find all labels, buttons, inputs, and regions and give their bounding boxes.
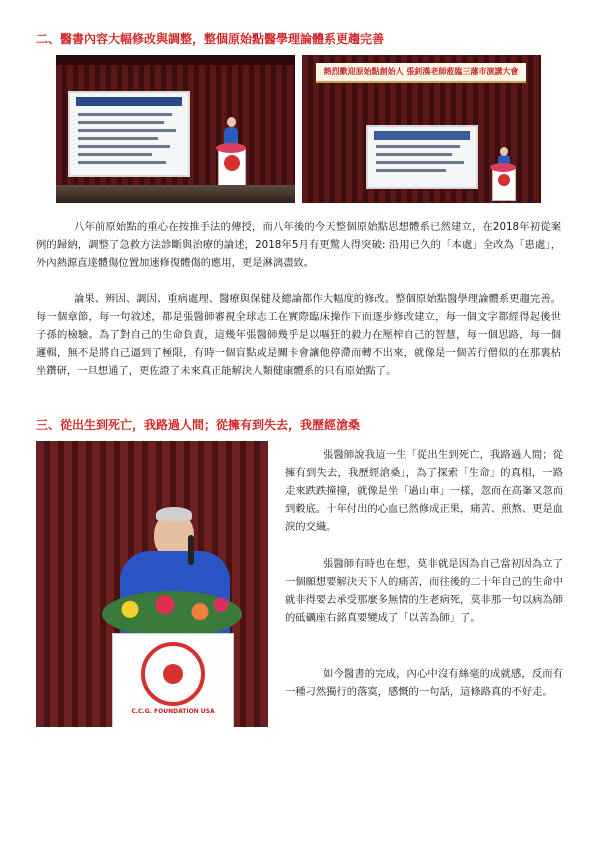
event-banner: 熱烈歡迎原始點創始人 張釗漢老師蒞臨三藩市演講大會 (316, 63, 526, 83)
speaker-hair (156, 507, 192, 521)
section-3-paragraph-1: 張醫師說我這一生「從出生到死亡，我路過人間；從擁有到失去，我歷經滄桑」，為了探索「生命」的真相，一路走來跌跌撞撞，就像是坐「過山車」一樣，忽而在高峯又忽而到穀底。十年付出的心血已然修成正果，痛苦、煎熬、更是血淚的交織。 (285, 449, 564, 533)
foundation-logo (141, 642, 205, 706)
section-2-paragraph-2: 論果、辨因、調因、重病處理、醫療與保健及總論都作大幅度的修改。整個原始點醫學理論體系更趨完善。每一個章節，每一句敘述，都是張醫師審視全球志工在實際臨床操作下而逐步修改建立，每一個文字都經得起後世子孫的檢驗。為了對自己的生命負責，這幾年張醫師幾乎是以嘔狂的毅力在壓榨自己的智慧，每一個思路，每一個邏輯，無不是將自己逼到了極限，有時一個盲點或是關卡會讓他停滯而轉不出來，就像是一個苦行僧似的在那裏枯坐鑽研，一旦想通了，更佐證了未來真正能解決人類健康體系的只有原始點了。 (36, 293, 561, 377)
microphone (188, 535, 194, 565)
audience (56, 185, 295, 203)
stage-photo-left (56, 55, 295, 203)
podium (218, 149, 246, 189)
stage-photo-right (302, 55, 541, 203)
section-2-heading: 二、醫書內容大幅修改與調整，整個原始點醫學理論體系更趨完善 (36, 32, 385, 46)
speaker-photo (36, 441, 268, 727)
podium (492, 169, 516, 201)
section-3-paragraph-3: 如今醫書的完成，內心中沒有絲毫的成就感，反而有一種刁然獨行的落寞，感慨的一句話，這條路真的不好走。 (285, 668, 563, 698)
flower-arrangement (102, 591, 242, 637)
presentation-screen (68, 91, 190, 177)
section-3-heading: 三、從出生到死亡，我路過人間；從擁有到失去，我歷經滄桑 (36, 418, 361, 432)
section-2-paragraph-1: 八年前原始點的重心在按推手法的傳授，而八年後的今天整個原始點思想體系已然建立，在2018年初從案例的歸納，調整了急救方法診斷與治療的論述，2018年5月有更驚人得突破: 沿用已久的「本處」全改為「患處」，外內熱源直達體傷位置加速修復體傷的應用，更是淋漓盡致。 (36, 221, 561, 269)
podium-text: C.C.G. FOUNDATION USA (131, 708, 215, 715)
podium (112, 633, 234, 727)
section-3-paragraph-2: 張醫師有時也在想，莫非就是因為自己當初因為立了一個願想要解決天下人的痛苦，而往後的二十年自己的生命中就非得要去承受那麼多無情的生老病死，莫非那一句以病為師的砥礪座右銘真要變成了「以苦為師」了。 (285, 558, 564, 624)
presentation-screen (366, 125, 478, 189)
